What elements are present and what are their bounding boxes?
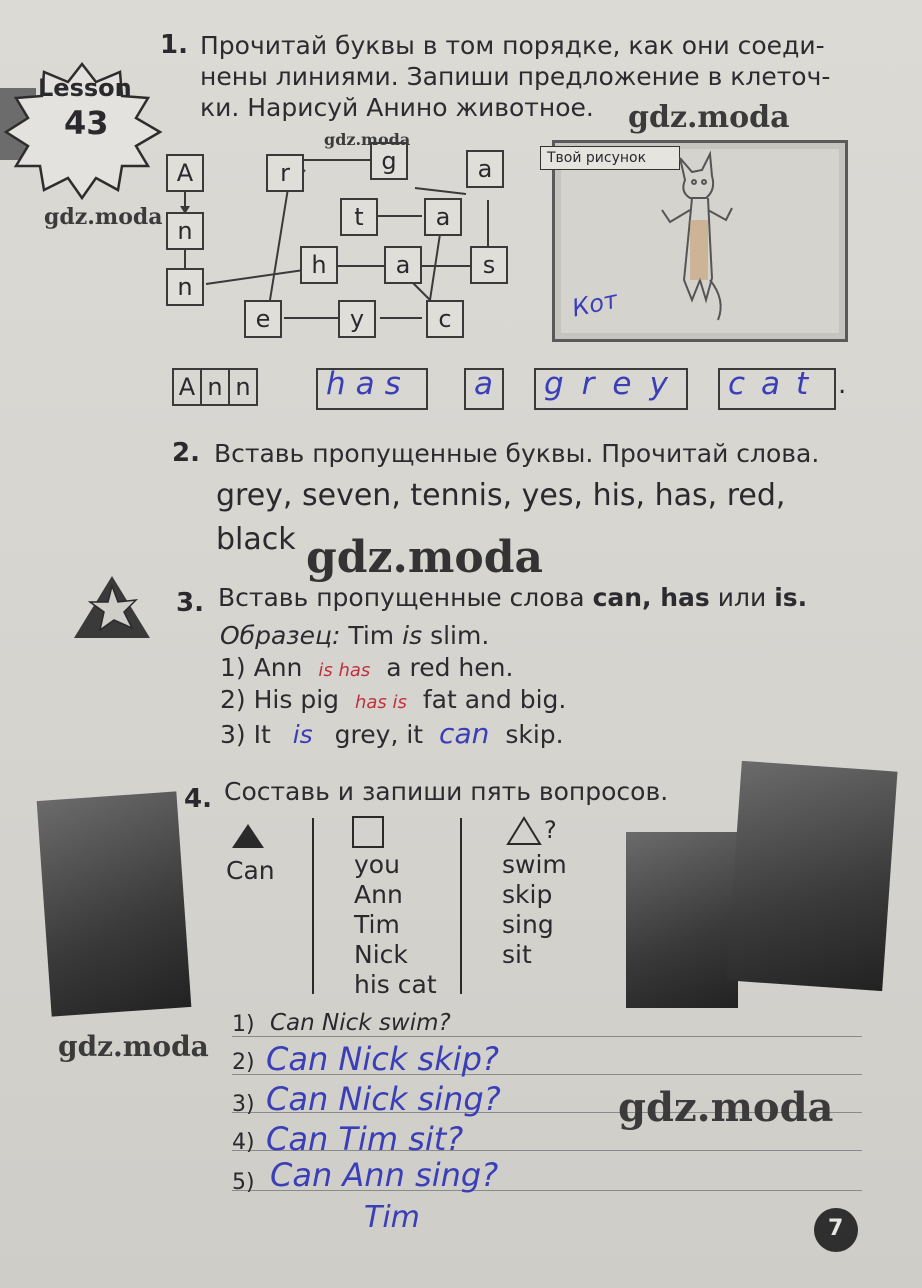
s1-fill: is has — [318, 660, 371, 681]
answer-2-num: 2) — [232, 1050, 255, 1075]
col2-word: Ann — [354, 880, 403, 909]
triangle-outline-icon — [506, 816, 542, 846]
col2-word: Tim — [354, 910, 400, 939]
handwritten-a: a — [474, 366, 493, 402]
sentence-word-a — [464, 368, 504, 410]
drawing-caption: Кот — [569, 285, 621, 323]
s2-a: 2) His pig — [220, 685, 340, 714]
answer-2-text: Can Nick skip? — [266, 1040, 499, 1078]
col3-word: sit — [502, 940, 532, 969]
task3-sample — [220, 620, 489, 651]
maze-letter-n: n — [166, 268, 204, 306]
maze-letter-g: g — [370, 142, 408, 180]
sample-b: slim. — [430, 621, 490, 650]
answer-line — [232, 1036, 862, 1037]
maze-letter-h: h — [300, 246, 338, 284]
maze-letter-n: n — [166, 212, 204, 250]
s2-b: fat and big. — [422, 685, 567, 714]
maze-letter-s: s — [470, 246, 508, 284]
answer-4-text: Can Tim sit? — [266, 1120, 464, 1158]
s2-fill: has is — [354, 692, 407, 713]
sample-a: Tim — [348, 621, 395, 650]
watermark: gdz.moda — [324, 130, 411, 149]
task1-line2: нены линиями. Запиши предложение в клеточ- — [200, 62, 831, 91]
maze-letter-c: c — [426, 300, 464, 338]
sentence-word-grey — [534, 368, 688, 410]
task3-text-bold: can, has — [592, 583, 710, 612]
task2-number: 2. — [172, 438, 200, 468]
answer-5-text: Can Ann sing? — [270, 1156, 499, 1194]
sentence-word-cat — [718, 368, 836, 410]
col2-word: you — [354, 850, 400, 879]
task3-sentence2 — [220, 684, 566, 718]
task4-text: Составь и запиши пять вопросов. — [224, 777, 669, 806]
answer-5-correction: Tim — [364, 1200, 420, 1235]
task3-text-bold2: is. — [774, 583, 808, 612]
square-icon — [352, 816, 384, 848]
watermark: gdz.moda — [306, 532, 544, 583]
watermark: gdz.moda — [628, 100, 790, 135]
cat-drawing — [640, 150, 760, 330]
maze-letter-A: A — [166, 154, 204, 192]
photo-boy-small — [626, 832, 738, 1008]
lesson-label: Lesson — [38, 74, 132, 102]
answer-4-num: 4) — [232, 1130, 255, 1155]
col2-word: Nick — [354, 940, 408, 969]
s1-b: a red hen. — [386, 653, 514, 682]
col2-word: his cat — [354, 970, 437, 999]
drawing-label-text: Твой рисунок — [547, 150, 647, 166]
sentence-word-has — [316, 368, 428, 410]
page-number: 7 — [828, 1216, 844, 1241]
task3-text-prefix: Вставь пропущенные слова — [218, 583, 593, 612]
column-divider — [312, 818, 314, 994]
maze-letter-a: a — [466, 150, 504, 188]
photo-girl — [37, 791, 192, 1016]
col3-word: sing — [502, 910, 554, 939]
task2-text: Вставь пропущенные буквы. Прочитай слова. — [214, 439, 820, 468]
sample-is: is — [402, 621, 423, 650]
handwritten-grey: grey — [544, 366, 686, 402]
watermark: gdz.moda — [44, 204, 163, 230]
maze-letter-a: a — [424, 198, 462, 236]
watermark: gdz.moda — [618, 1084, 834, 1131]
cell: A — [172, 368, 202, 406]
watermark: gdz.moda — [58, 1030, 209, 1063]
task3-number: 3. — [176, 588, 204, 618]
maze-letter-e: e — [244, 300, 282, 338]
column-divider — [460, 818, 462, 994]
col1-can: Can — [226, 856, 275, 885]
task3-text-mid: или — [709, 583, 775, 612]
star-character-icon — [70, 572, 154, 642]
answer-3-num: 3) — [232, 1092, 255, 1117]
s3-fill2: can — [439, 717, 490, 750]
task2-words-line1: grey, seven, tennis, yes, his, has, red, — [216, 478, 786, 513]
answer-3-text: Can Nick sing? — [266, 1080, 501, 1118]
photo-boy-tall — [727, 761, 898, 991]
sentence-word-ann — [172, 368, 256, 406]
s3-b: skip. — [505, 720, 564, 749]
task3-sentence3 — [220, 718, 564, 750]
task1-line3: ки. Нарисуй Анино животное. — [200, 93, 594, 122]
s1-a: 1) Ann — [220, 653, 303, 682]
maze-letter-y: y — [338, 300, 376, 338]
maze-letter-r: r — [266, 154, 304, 192]
triangle-filled-icon — [230, 822, 266, 850]
sentence-period: . — [838, 370, 847, 400]
handwritten-cat: cat — [728, 366, 825, 402]
task1-number: 1. — [160, 30, 188, 60]
task3-sentence1 — [220, 652, 513, 686]
cell: n — [200, 368, 230, 406]
task2-words-line2: black — [216, 522, 296, 557]
task1-line1: Прочитай буквы в том порядке, как они соеди- — [200, 31, 825, 60]
maze-letter-t: t — [340, 198, 378, 236]
s3-a: 3) It — [220, 720, 271, 749]
col3-word: skip — [502, 880, 553, 909]
answer-5-num: 5) — [232, 1170, 255, 1195]
maze-letter-a: a — [384, 246, 422, 284]
handwritten-has: has — [326, 366, 411, 402]
sample-label: Образец: — [220, 621, 341, 650]
answer-1-text: Can Nick swim? — [270, 1010, 451, 1036]
cell: n — [228, 368, 258, 406]
task3-instruction — [218, 582, 807, 613]
answer-1-num: 1) — [232, 1012, 255, 1037]
question-mark: ? — [544, 816, 557, 844]
lesson-number: 43 — [64, 104, 109, 142]
s3-mid: grey, it — [334, 720, 424, 749]
task4-number: 4. — [184, 784, 212, 814]
col3-word: swim — [502, 850, 567, 879]
s3-fill: is — [292, 720, 313, 749]
